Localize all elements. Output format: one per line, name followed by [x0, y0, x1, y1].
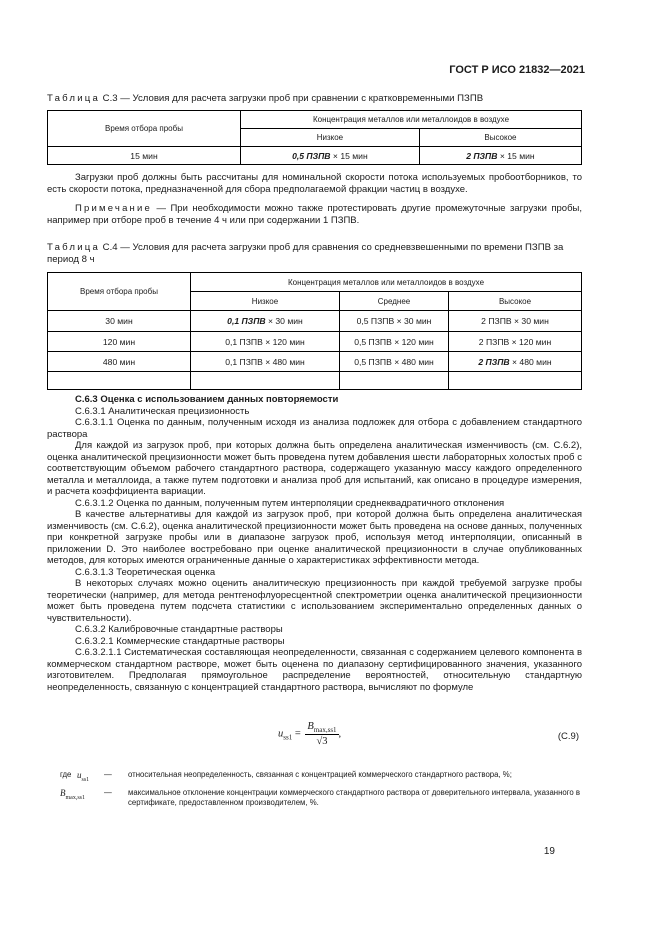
table-row	[48, 352, 582, 372]
table-c4-cell: 0,1 ПЗПВ × 480 мин	[191, 352, 340, 372]
table-c3-col-time: Время отбора пробы	[48, 111, 241, 147]
table-c4-group-header: Концентрация металлов или металлоидов в воздухе	[191, 273, 582, 292]
table-c3-group-header: Концентрация металлов или металлоидов в воздухе	[241, 111, 582, 129]
table-c4	[47, 272, 582, 390]
table-c4-cell: 2 ПЗПВ × 480 мин	[449, 352, 582, 372]
table-c4-cell: 0,5 ПЗПВ × 480 мин	[340, 352, 449, 372]
section-heading: С.6.3 Оценка с использованием данных повторяемости	[75, 394, 339, 405]
paragraph: В качестве альтернативы для каждой из загрузок проб, при которой должна быть определена аналитическая изменчивость (см. С.6.2), оценка аналитической прецизионности может быть проведена на основе данных, полученных при конкретной загрузке пробы или в диапазоне загрузок проб, используя метод интерполяции, описанный в приложении D. Это наиболее востребовано при оценке аналитической прецизионности в случае опубликованных методов, для которых имеются ограниченные данные о характеристиках эффективности метода.	[47, 509, 582, 566]
table-c4-cell	[191, 372, 340, 390]
where-def-1: относительная неопределенность, связанная с концентрацией коммерческого стандартного раствора, %;	[128, 770, 512, 779]
table-c4-cell: 2 ПЗПВ × 120 мин	[449, 332, 582, 352]
dash: —	[104, 770, 112, 779]
table-c4-col-high: Высокое	[449, 292, 582, 311]
formula-number: (С.9)	[557, 731, 579, 742]
table-c4-col-time: Время отбора пробы	[48, 273, 191, 311]
note-text: — При необходимости можно также протестировать другие промежуточные загрузки пробы, например при отборе проб в течение 4 ч или при содержании 1 ПЗПВ.	[47, 203, 582, 226]
table-c4-col-low: Низкое	[191, 292, 340, 311]
table-c4-cell: 480 мин	[48, 352, 191, 372]
formula-fraction: $\frac{B_{max,ss1}}{√3}$	[307, 721, 337, 748]
dash: —	[104, 788, 112, 797]
table-c4-caption-prefix: Таблица	[47, 242, 101, 253]
where-def-2: максимальное отклонение концентрации коммерческого стандартного раствора от доверительного интервала, указанного в сертификате, предоставленном производителем, %.	[128, 788, 581, 807]
table-c4-cell: 0,1 ПЗПВ × 30 мин	[191, 311, 340, 332]
paragraph: Для каждой из загрузок проб, при которых должна быть определена аналитическая изменчивость (см. С.6.2), оценка аналитической прецизионности может быть проведена путем добавления шести лабораторных холостых проб с соответствующим объемом рабочего стандартного раствора, содержащего указанную массу каждого определенного металла и металлоида, а также путем подготовки и анализа проб для испытаний, как описано в процедуре измерения, и расчета коэффициента вариации.	[47, 440, 582, 497]
where-term-1: $u_{ss1}$	[77, 770, 90, 783]
formula-c9: $u_{ss1}$ = $\frac{B_{max,ss1}}{√3}$ ,	[278, 721, 342, 748]
table-c4-cell: 30 мин	[48, 311, 191, 332]
table-c4-cell: 0,1 ПЗПВ × 120 мин	[191, 332, 340, 352]
subsection-heading: С.6.3.2.1 Коммерческие стандартные растворы	[75, 635, 285, 647]
table-c4-cell: 0,5 ПЗПВ × 120 мин	[340, 332, 449, 352]
paragraph: С.6.3.2.1.1 Систематическая составляющая неопределенности, связанная с содержанием целевого компонента в коммерческом стандартном растворе, может быть оценена по диапазону сертифицированного значения, указанного изготовителем. Предполагая прямоугольное распределение вероятностей, относительную стандартную неопределенность, связанную с концентрацией стандартного раствора, вычисляют по формуле	[47, 647, 582, 693]
table-c4-caption	[47, 242, 587, 266]
subsection-heading: С.6.3.2 Калибровочные стандартные растворы	[75, 624, 283, 635]
body-text	[47, 394, 582, 693]
table-c3-caption-text: С.3 — Условия для расчета загрузки проб при сравнении с кратковременными ПЗПВ	[100, 93, 484, 104]
table-c4-cell: 120 мин	[48, 332, 191, 352]
document-header: ГОСТ Р ИСО 21832—2021	[449, 64, 585, 76]
paragraph: В некоторых случаях можно оценить аналитическую прецизионность при каждой требуемой загрузке пробы теоретически (например, для метода рентгенофлуоресцентной спектрометрии оценка аналитической прецизионности может быть проведена путем подсчета статистики с использованием экспериментально определенных данных о чувствительности).	[47, 578, 582, 624]
subsection-heading: С.6.3.1 Аналитическая прецизионность	[75, 405, 250, 417]
table-row	[48, 332, 582, 352]
subsection-heading: С.6.3.1.3 Теоретическая оценка	[75, 566, 216, 578]
table-c3-cell: 15 мин	[48, 147, 241, 165]
table-c3-col-low: Низкое	[241, 129, 420, 147]
table-c4-cell: 0,5 ПЗПВ × 30 мин	[340, 311, 449, 332]
page-number: 19	[543, 846, 555, 857]
table-c3-caption	[47, 93, 587, 105]
table-c4-col-mid: Среднее	[340, 292, 449, 311]
where-term-2: $B_{max,ss1}$	[60, 788, 85, 801]
table-row	[48, 311, 582, 332]
subsection-heading: С.6.3.1.2 Оценка по данным, полученным путем интерполяции среднеквадратичного отклонения	[75, 497, 505, 509]
paragraph: С.6.3.1.1 Оценка по данным, полученным исходя из анализа подложек для отбора с добавлением стандартного раствора	[47, 417, 582, 440]
table-c4-caption-text: С.4 — Условия для расчета загрузки проб для сравнения со средневзвешенными по времени ПЗПВ за период 8 ч	[47, 242, 564, 265]
where-label: где	[60, 770, 72, 779]
table-c3-col-high: Высокое	[419, 129, 581, 147]
table-row	[48, 372, 582, 390]
table-row	[48, 147, 582, 165]
table-c4-cell	[48, 372, 191, 390]
table-c3-cell: 2 ПЗПВ × 15 мин	[419, 147, 581, 165]
paragraph: Загрузки проб должны быть рассчитаны для номинальной скорости потока используемых пробоотборников, то есть скорости потока, предназначенной для сбора предполагаемой фракции частиц в воздухе.	[47, 172, 582, 195]
table-c4-cell	[449, 372, 582, 390]
note-label: Примечание	[75, 203, 152, 214]
note	[47, 203, 582, 226]
table-c3-caption-prefix: Таблица	[47, 93, 101, 104]
table-c4-cell: 2 ПЗПВ × 30 мин	[449, 311, 582, 332]
table-c3	[47, 110, 582, 165]
table-c3-cell: 0,5 ПЗПВ × 15 мин	[241, 147, 420, 165]
table-c4-cell	[340, 372, 449, 390]
